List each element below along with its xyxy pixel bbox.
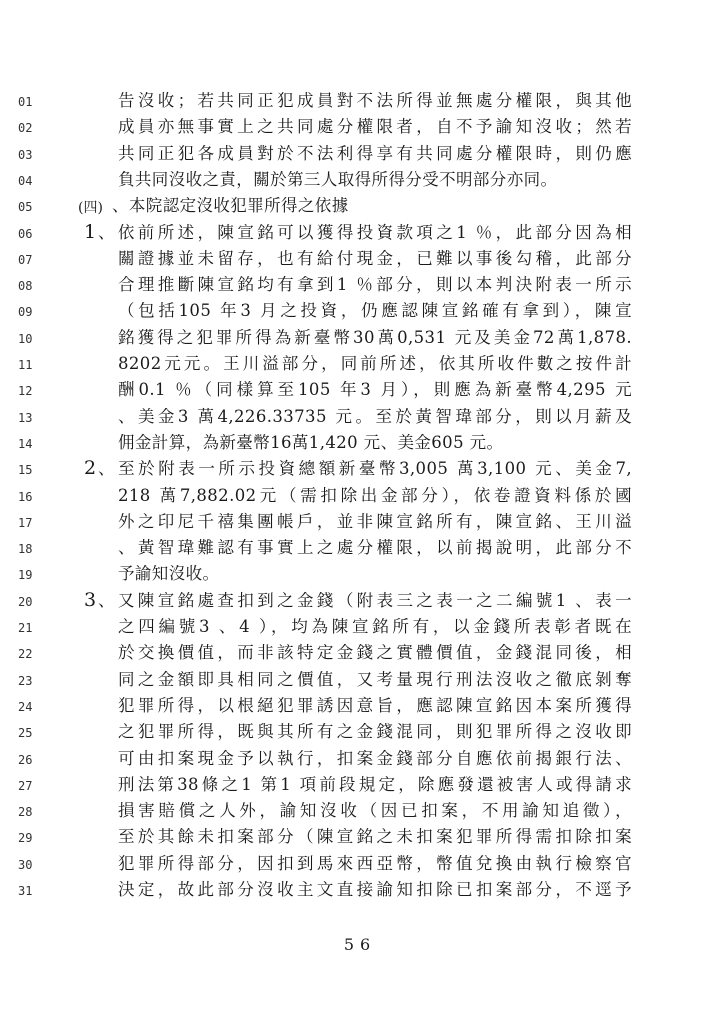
line-number: 15 <box>18 463 33 478</box>
line-text: 成員亦無事實上之共同處分權限者，自不予諭知沒收；然若 <box>118 117 632 137</box>
line-number: 03 <box>18 147 33 162</box>
line-number: 20 <box>18 594 33 609</box>
text-line <box>0 457 720 483</box>
line-text: 218 萬7,882.02元（需扣除出金部分），依卷證資料係於國 <box>118 485 632 505</box>
text-line <box>0 747 720 773</box>
line-number: 07 <box>18 252 33 267</box>
text-line <box>0 221 720 247</box>
line-number: 04 <box>18 173 33 188</box>
line-text: 、黃智瑋難認有事實上之處分權限，以前揭說明，此部分不 <box>118 538 632 558</box>
line-text: 犯罪所得部分，因扣到馬來西亞幣，幣值兌換由執行檢察官 <box>118 853 632 873</box>
line-text: 關證據並未留存，也有給付現金，已難以事後勾稽，此部分 <box>118 248 632 268</box>
line-number: 17 <box>18 515 33 530</box>
line-number: 13 <box>18 410 33 425</box>
text-line <box>0 299 720 325</box>
line-text: 外之印尼千禧集團帳戶，並非陳宣銘所有，陳宣銘、王川溢 <box>118 511 632 531</box>
line-text: 、至於附表一所示投資總額新臺幣3,005 萬3,100 元、美金7, <box>98 459 632 479</box>
text-line <box>0 878 720 904</box>
line-text: 予諭知沒收。 <box>118 564 220 584</box>
line-text: （包括105 年3 月之投資，仍應認陳宣銘確有拿到），陳宣 <box>118 301 632 321</box>
text-line <box>0 852 720 878</box>
line-number: 22 <box>18 647 33 662</box>
line-text: 犯罪所得，以根絕犯罪誘因意旨，應認陳宣銘因本案所獲得 <box>118 695 632 715</box>
line-text: 損害賠償之人外，諭知沒收（因已扣案，不用諭知追徵）， <box>118 801 632 821</box>
list-marker: 1 <box>84 220 97 243</box>
text-line <box>0 773 720 799</box>
text-line <box>0 352 720 378</box>
text-line <box>0 273 720 299</box>
line-number: 25 <box>18 726 33 741</box>
line-number: 12 <box>18 384 33 399</box>
text-line <box>0 142 720 168</box>
text-line <box>0 799 720 825</box>
text-line <box>0 326 720 352</box>
line-text: 同之金額即具相同之價值，又考量現行刑法沒收之徹底剝奪 <box>118 669 632 689</box>
line-number: 08 <box>18 279 33 294</box>
text-line <box>0 194 720 220</box>
line-number: 24 <box>18 699 33 714</box>
line-text: 之四編號3 、4 ），均為陳宣銘所有，以金錢所表彰者既在 <box>118 617 632 636</box>
line-number: 14 <box>18 436 33 451</box>
line-text: 負共同沒收之責，關於第三人取得所得分受不明部分亦同。 <box>118 169 558 189</box>
text-line <box>0 668 720 694</box>
text-line <box>0 168 720 194</box>
line-text: 8202元元。王川溢部分，同前所述，依其所收件數之按件計 <box>118 354 632 373</box>
list-marker: (四) <box>78 200 103 217</box>
text-line <box>0 694 720 720</box>
page-number: 56 <box>343 935 377 954</box>
line-text: 可由扣案現金予以執行，扣案金錢部分自應依前揭銀行法、 <box>118 748 632 768</box>
text-line <box>0 378 720 404</box>
text-line <box>0 484 720 510</box>
line-number: 18 <box>18 542 33 557</box>
list-marker: 2 <box>84 457 97 480</box>
line-text: 刑法第38條之1 第1 項前段規定，除應發還被害人或得請求 <box>118 774 632 794</box>
line-number: 26 <box>18 752 33 767</box>
line-number: 05 <box>18 200 33 215</box>
line-number: 09 <box>18 305 33 320</box>
line-number: 31 <box>18 884 33 898</box>
line-number: 23 <box>18 673 33 688</box>
line-number: 02 <box>18 121 33 136</box>
text-line <box>0 641 720 667</box>
line-text: 佣金計算，為新臺幣16萬1,420 元、美金605 元。 <box>118 432 504 452</box>
line-number: 10 <box>18 331 33 346</box>
line-text: 、本院認定沒收犯罪所得之依據 <box>112 196 349 216</box>
line-number: 30 <box>18 857 33 872</box>
text-line <box>0 615 720 641</box>
line-text: 於交換價值，而非該特定金錢之實體價值，金錢混同後，相 <box>118 643 632 663</box>
text-line <box>0 825 720 851</box>
line-text: 告沒收；若共同正犯成員對不法所得並無處分權限，與其他 <box>118 91 632 110</box>
line-text: 酬0.1 ％（同樣算至105 年3 月），則應為新臺幣4,295 元 <box>118 380 632 400</box>
line-number: 27 <box>18 778 33 793</box>
line-number: 06 <box>18 226 33 241</box>
line-number: 01 <box>18 95 33 109</box>
line-number: 16 <box>18 489 33 504</box>
line-text: 、又陳宣銘處查扣到之金錢（附表三之表一之二編號1 、表一 <box>98 590 632 610</box>
line-text: 之犯罪所得，既與其所有之金錢混同，則犯罪所得之沒收即 <box>118 722 632 742</box>
text-line <box>0 720 720 746</box>
text-line <box>0 562 720 588</box>
line-text: 銘獲得之犯罪所得為新臺幣30萬0,531 元及美金72萬1,878. <box>118 327 632 347</box>
text-line <box>0 89 720 115</box>
text-line <box>0 405 720 431</box>
text-line <box>0 589 720 615</box>
line-number: 11 <box>18 358 33 372</box>
line-text: 、依前所述，陳宣銘可以獲得投資款項之1 ％，此部分因為相 <box>98 222 632 242</box>
line-number: 19 <box>18 568 33 583</box>
line-text: 共同正犯各成員對於不法利得享有共同處分權限時，則仍應 <box>118 143 632 163</box>
text-line <box>0 431 720 457</box>
line-text: 決定，故此部分沒收主文直接諭知扣除已扣案部分，不逕予 <box>118 880 632 899</box>
text-line <box>0 247 720 273</box>
line-text: 合理推斷陳宣銘均有拿到1 ％部分，則以本判決附表一所示 <box>118 275 632 295</box>
text-line <box>0 115 720 141</box>
line-number: 28 <box>18 805 33 820</box>
text-line <box>0 536 720 562</box>
list-marker: 3 <box>84 588 97 611</box>
line-number: 21 <box>18 621 33 635</box>
line-text: 至於其餘未扣案部分（陳宣銘之未扣案犯罪所得需扣除扣案 <box>118 827 632 847</box>
line-text: 、美金3 萬4,226.33735 元。至於黃智瑋部分，則以月薪及 <box>118 406 632 426</box>
line-number: 29 <box>18 831 33 846</box>
text-line <box>0 510 720 536</box>
